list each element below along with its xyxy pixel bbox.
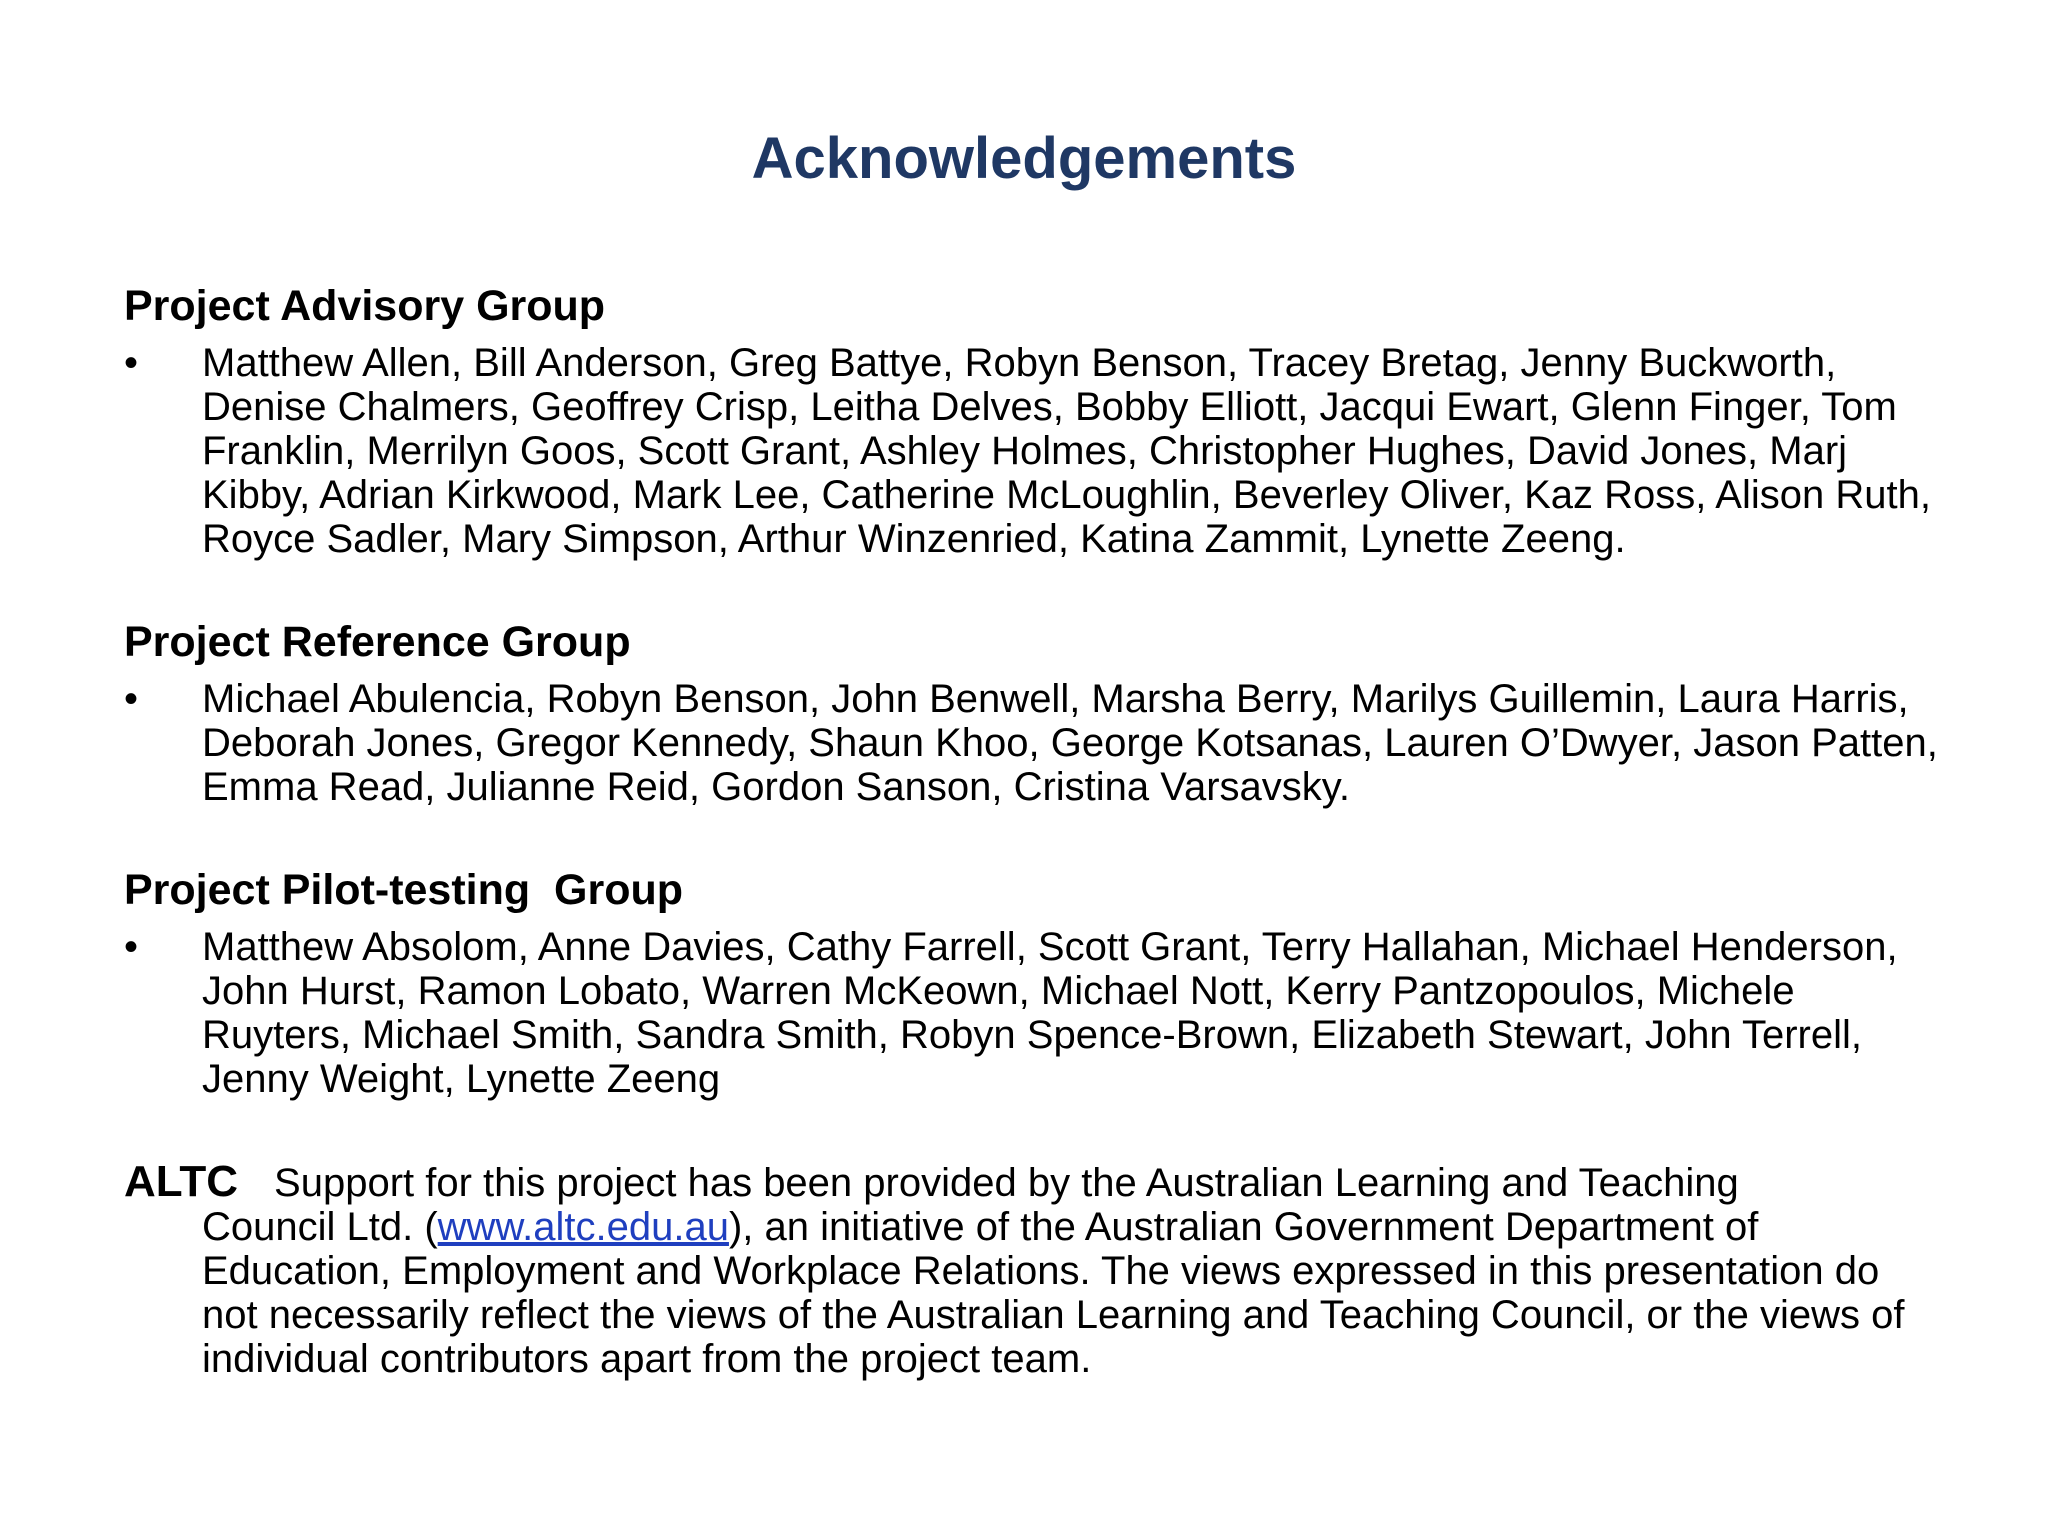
altc-label: ALTC xyxy=(124,1157,239,1206)
section-heading: Project Pilot-testing Group xyxy=(124,866,684,914)
section-reference-group xyxy=(124,618,1944,809)
page-title: Acknowledgements xyxy=(751,126,1297,191)
bullet-icon: • xyxy=(124,925,139,970)
list-item xyxy=(124,925,1944,1101)
altc-website-link[interactable]: www.altc.edu.au xyxy=(437,1205,729,1249)
section-pilot-testing-group xyxy=(124,866,1944,1101)
bullet-icon: • xyxy=(124,677,139,722)
member-list: Matthew Absolom, Anne Davies, Cathy Farrell, Scott Grant, Terry Hallahan, Michael Henderson, John Hurst, Ramon Lobato, Warren McKeown, Michael Nott, Kerry Pantzopoulos, Michele Ruyters, Michael Smith, Sandra Smith, Robyn Spence-Brown, Elizabeth Stewart, John Terrell, Jenny Weight, Lynette Zeeng xyxy=(202,925,1898,1102)
altc-text-line1: Support for this project has been provided by the Australian Learning and Teaching xyxy=(274,1161,1739,1205)
section-advisory-group xyxy=(124,282,1944,561)
altc-text-before-link: Council Ltd. ( xyxy=(202,1205,438,1249)
member-list: Michael Abulencia, Robyn Benson, John Benwell, Marsha Berry, Marilys Guillemin, Laura Harris, Deborah Jones, Gregor Kennedy, Shaun Khoo, George Kotsanas, Lauren O’Dwyer, Jason Patten, Emma Read, Julianne Reid, Gordon Sanson, Cristina Varsavsky. xyxy=(202,677,1938,810)
list-item xyxy=(124,677,1944,809)
section-heading: Project Reference Group xyxy=(124,618,631,666)
altc-text-after-link: ), an initiative of the Australian Government Department of Education, Employment and Workplace Relations. The views expressed in this presentation do not necessarily reflect the views of the Australian Learning and Teaching Council, or the views of individual contributors apart from the project team. xyxy=(202,1205,1905,1381)
member-list: Matthew Allen, Bill Anderson, Greg Battye, Robyn Benson, Tracey Bretag, Jenny Buckworth, Denise Chalmers, Geoffrey Crisp, Leitha Delves, Bobby Elliott, Jacqui Ewart, Glenn Finger, Tom Franklin, Merrilyn Goos, Scott Grant, Ashley Holmes, Christopher Hughes, David Jones, Marj Kibby, Adrian Kirkwood, Mark Lee, Catherine McLoughlin, Beverley Oliver, Kaz Ross, Alison Ruth, Royce Sadler, Mary Simpson, Arthur Winzenried, Katina Zammit, Lynette Zeeng. xyxy=(202,341,1931,562)
section-heading: Project Advisory Group xyxy=(124,282,606,330)
list-item xyxy=(124,341,1944,561)
bullet-icon: • xyxy=(124,341,139,386)
altc-acknowledgement xyxy=(124,1157,1944,1381)
